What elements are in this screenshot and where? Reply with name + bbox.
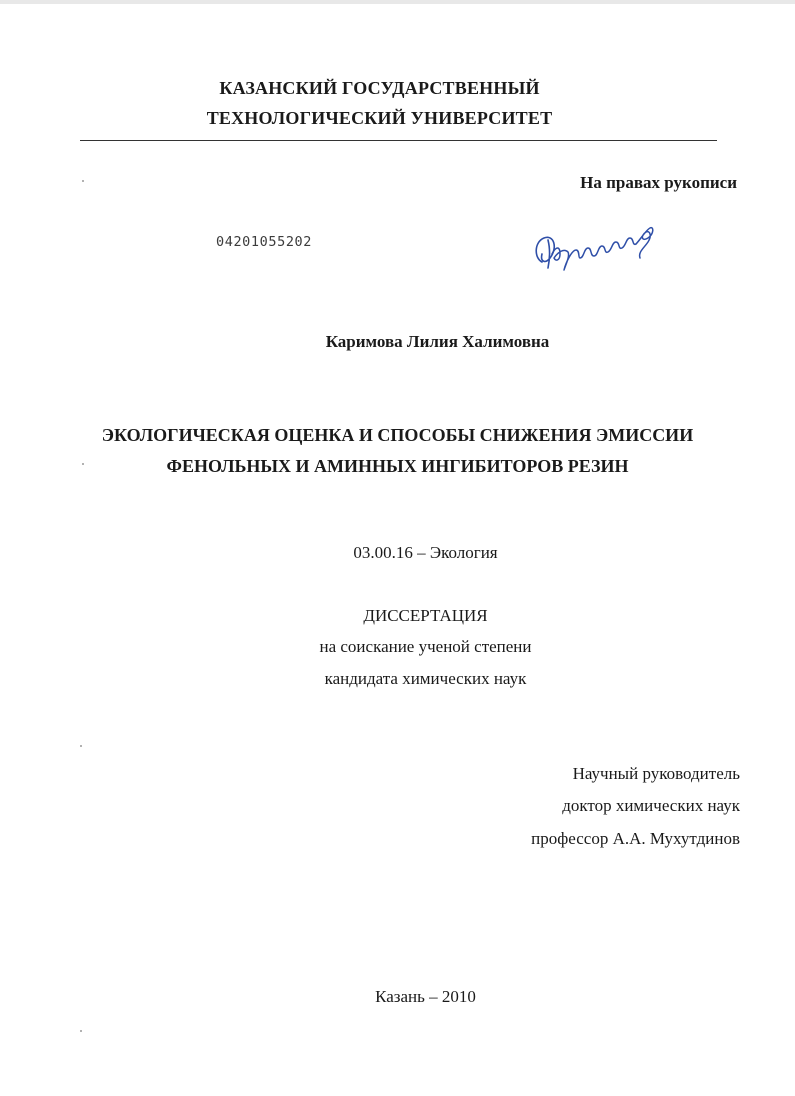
advisor-degree: доктор химических наук	[562, 796, 740, 815]
handwritten-signature-icon	[528, 218, 658, 274]
scan-speck	[80, 745, 82, 747]
document-type: ДИССЕРТАЦИЯ	[363, 606, 488, 625]
university-name-line-2: ТЕХНОЛОГИЧЕСКИЙ УНИВЕРСИТЕТ	[206, 108, 553, 128]
dissertation-title-line-1: ЭКОЛОГИЧЕСКАЯ ОЦЕНКА И СПОСОБЫ СНИЖЕНИЯ ЭМИССИИ	[101, 425, 694, 445]
scan-speck	[82, 180, 84, 182]
degree-line-2: на соискание ученой степени	[319, 637, 532, 656]
specialty-code: 03.00.16 – Экология	[353, 543, 498, 562]
degree-line-3: кандидата химических наук	[324, 669, 527, 688]
advisor-role: Научный руководитель	[572, 764, 740, 783]
university-name-line-1: КАЗАНСКИЙ ГОСУДАРСТВЕННЫЙ	[219, 78, 540, 98]
place-and-year: Казань – 2010	[375, 987, 476, 1006]
scan-speck	[82, 463, 84, 465]
manuscript-rights-note: На правах рукописи	[580, 173, 737, 192]
author-name: Каримова Лилия Халимовна	[325, 332, 550, 351]
header-divider	[80, 140, 717, 141]
document-code: 04201055202	[216, 234, 313, 250]
advisor-name: профессор А.А. Мухутдинов	[531, 829, 740, 848]
scan-edge	[0, 0, 795, 4]
scan-speck	[80, 1030, 82, 1032]
dissertation-title-line-2: ФЕНОЛЬНЫХ И АМИННЫХ ИНГИБИТОРОВ РЕЗИН	[166, 456, 629, 476]
